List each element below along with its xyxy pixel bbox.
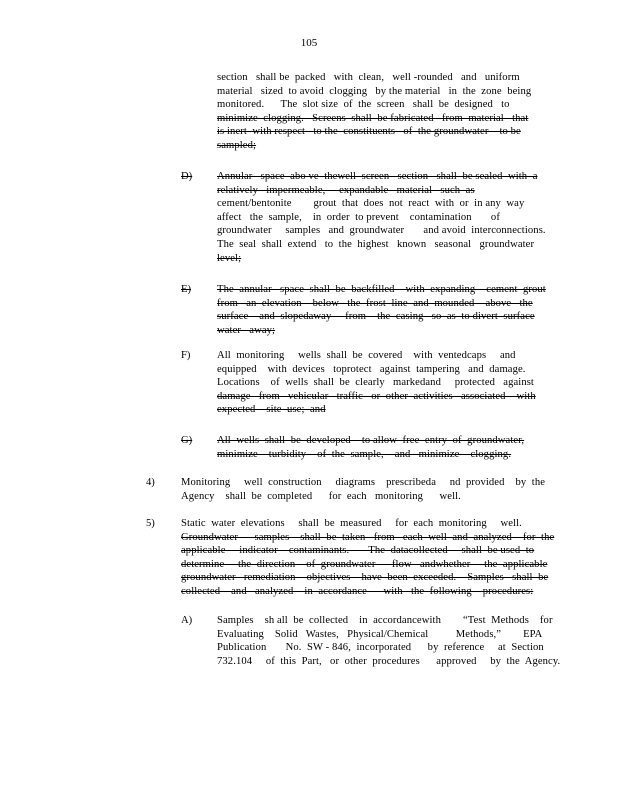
item-marker: G) <box>181 435 193 446</box>
numbered-item-line: Groundwater samples shall be taken from each well and analyzed for the <box>181 531 555 543</box>
numbered-item-line: Static water elevations shall be measured for each monitoring well. <box>181 518 522 529</box>
numbered-item-line: groundwater remediation objectives have been exceeded. Samples shall be <box>181 572 549 584</box>
numbered-item-marker: 4) <box>146 477 155 488</box>
continuation-line: section shall be packed with clean, well -rounded and uniform <box>217 72 520 83</box>
subitem-marker: A) <box>181 615 193 626</box>
item-line: equipped with devices toprotect against tampering and damage. <box>217 363 526 375</box>
numbered-item-marker: 5) <box>146 518 155 529</box>
item-line: level; <box>217 252 242 264</box>
item-line: All wells shall be developed to allow free entry of groundwater, <box>217 435 525 446</box>
item-line: cement/bentonite grout that does not react with or in any way <box>217 198 525 210</box>
item-line: The annular space shall be backfilled with expanding cement grout <box>217 284 546 295</box>
item-line: damage from vehicular traffic or other activities associated with <box>217 390 536 402</box>
numbered-item-line: applicable indicator contaminants. The datacollected shall be used to <box>181 545 535 557</box>
continuation-line: material sized to avoid clogging by the material in the zone being <box>217 85 532 97</box>
subitem-line: Evaluating Solid Wastes, Physical/Chemical Methods,” EPA <box>217 628 543 640</box>
item-line: minimize turbidity of the sample, and minimize clogging. <box>217 448 512 460</box>
item-marker: D) <box>181 171 193 182</box>
page-number: 105 <box>300 37 318 49</box>
item-line: The seal shall extend to the highest known seasonal groundwater <box>217 239 535 250</box>
item-line: expected site use; and <box>217 404 326 416</box>
item-line: surface and slopedaway from the casing so as to divert surface <box>217 311 535 323</box>
continuation-line: minimize clogging. Screens shall be fabricated from material that <box>217 112 529 124</box>
subitem-line: Samples sh all be collected in accordancewith “Test Methods for <box>217 615 553 626</box>
item-marker: E) <box>181 284 191 295</box>
item-line: affect the sample, in order to prevent contamination of <box>217 211 500 223</box>
item-line: Annular space abo ve thewell screen section shall be sealed with a <box>217 171 538 182</box>
item-line: water away; <box>217 324 276 336</box>
continuation-line: is inert with respect to the constituents of the groundwater to be <box>217 126 521 138</box>
continuation-line: monitored. The slot size of the screen shall be designed to <box>217 99 510 111</box>
numbered-item-line: collected and analyzed in accordance with the following procedures: <box>181 586 534 597</box>
item-marker: F) <box>181 350 191 361</box>
numbered-item-line: determine the direction of groundwater flow andwhether the applicable <box>181 558 548 570</box>
item-line: from an elevation below the frost line and mounded above the <box>217 297 533 309</box>
item-line: groundwater samples and groundwater and avoid interconnections. <box>217 225 546 237</box>
item-line: Locations of wells shall be clearly markedand protected against <box>217 377 534 389</box>
subitem-line: Publication No. SW - 846, incorporated by reference at Section <box>217 642 544 654</box>
numbered-item-line: Agency shall be completed for each monitoring well. <box>181 490 461 502</box>
numbered-item-line: Monitoring well construction diagrams prescribeda nd provided by the <box>181 477 546 488</box>
continuation-line: sampled; <box>217 140 257 151</box>
item-line: relatively impermeable, expandable material such as <box>217 184 475 196</box>
item-line: All monitoring wells shall be covered with ventedcaps and <box>217 350 516 361</box>
subitem-line: 732.104 of this Part, or other procedures approved by the Agency. <box>217 655 561 667</box>
